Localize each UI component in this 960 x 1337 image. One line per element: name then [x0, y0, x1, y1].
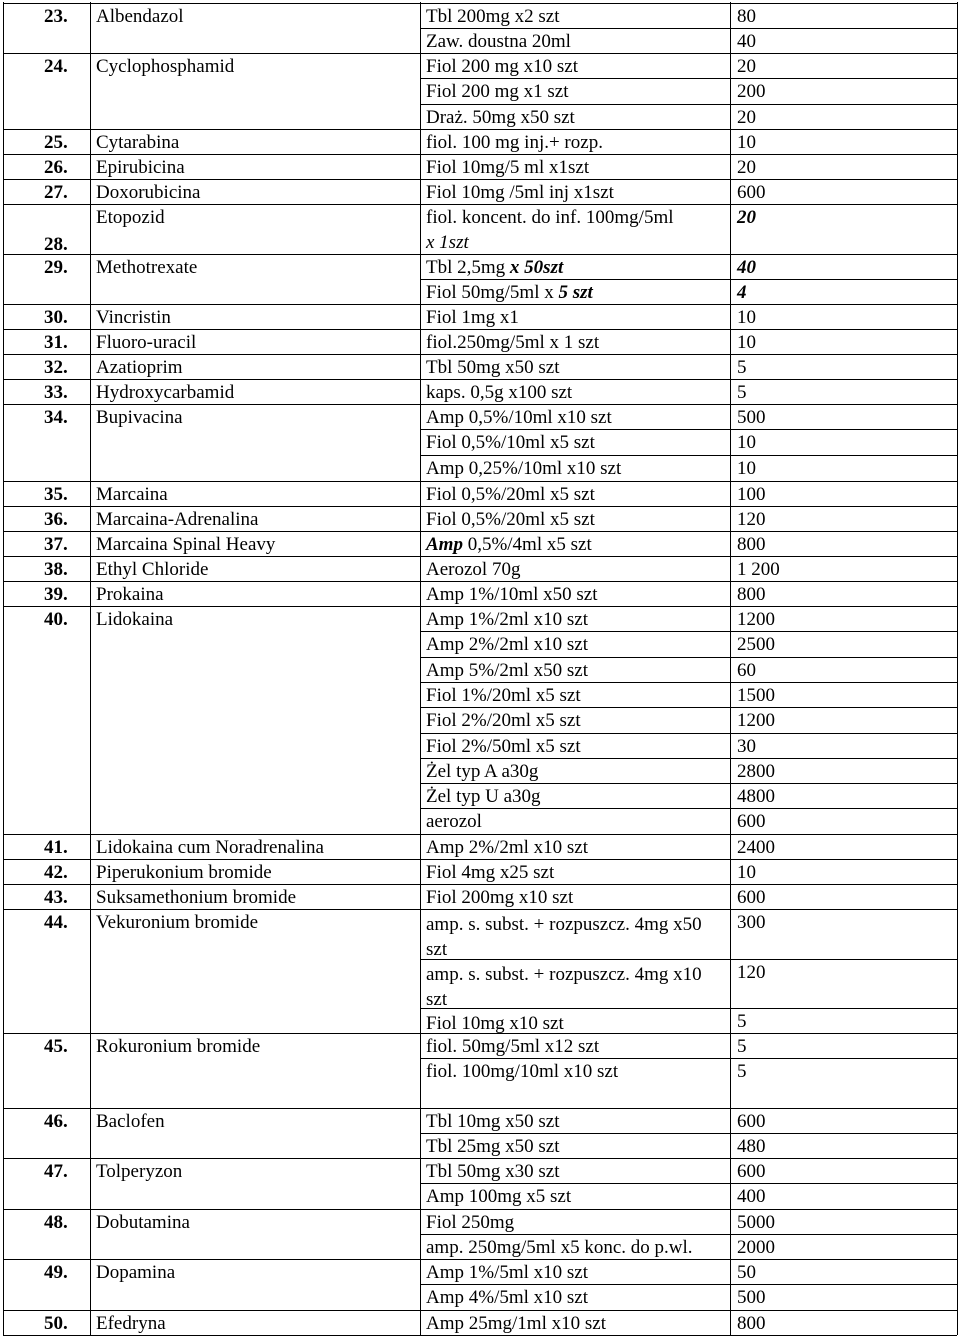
- item-form: Tbl 50mg x30 szt: [426, 1161, 560, 1182]
- table-rule: [3, 1259, 957, 1260]
- drug-name: Dobutamina: [96, 1212, 190, 1233]
- drug-name: Albendazol: [96, 6, 184, 27]
- item-form: Fiol 10mg x10 szt: [426, 1013, 564, 1034]
- item-quantity: 40: [737, 31, 756, 53]
- item-quantity: 800: [737, 534, 766, 555]
- row-number: 31.: [44, 332, 68, 353]
- item-quantity: 5: [737, 1011, 747, 1032]
- item-form-text: 0,5%/4ml x5 szt: [462, 534, 592, 555]
- item-form: Fiol 2%/50ml x5 szt: [426, 735, 581, 757]
- drug-name: Piperukonium bromide: [96, 862, 272, 883]
- row-number: 49.: [44, 1262, 68, 1283]
- item-form: Amp 5%/2ml x50 szt: [426, 659, 589, 681]
- row-number: 46.: [44, 1111, 68, 1132]
- table-rule: [3, 859, 957, 860]
- item-form: Amp 1%/5ml x10 szt: [426, 1262, 589, 1283]
- item-quantity: 2500: [737, 634, 775, 656]
- item-quantity: 4: [737, 282, 747, 304]
- item-quantity: 10: [737, 457, 756, 479]
- drug-name: Lidokaina: [96, 609, 174, 630]
- item-form-text: Fiol 50mg/5ml x: [426, 282, 559, 304]
- item-form: Fiol 0,5%/10ml x5 szt: [426, 432, 595, 454]
- table-rule: [3, 3, 957, 4]
- row-number: 39.: [44, 584, 68, 605]
- item-quantity: 1500: [737, 684, 775, 706]
- table-rule: [3, 606, 957, 607]
- item-quantity: 20: [737, 106, 756, 128]
- item-form: fiol. 100mg/10ml x10 szt: [426, 1061, 619, 1083]
- drug-name: Fluoro-uracil: [96, 332, 197, 353]
- row-number: 47.: [44, 1161, 68, 1182]
- row-number: 36.: [44, 509, 68, 530]
- table-rule: [420, 1183, 957, 1184]
- table-rule: [3, 531, 957, 532]
- item-form: Draż. 50mg x50 szt: [426, 106, 575, 128]
- item-form: Fiol 200mg x10 szt: [426, 887, 574, 908]
- item-form: amp. 250mg/5ml x5 konc. do p.wl.: [426, 1237, 693, 1259]
- table-rule: [3, 354, 957, 355]
- drug-name: Tolperyzon: [96, 1161, 183, 1182]
- drug-name: Vekuronium bromide: [96, 912, 259, 933]
- drug-name: Efedryna: [96, 1313, 166, 1334]
- item-quantity: 600: [737, 1161, 766, 1182]
- row-number: 45.: [44, 1036, 68, 1057]
- table-rule: [3, 329, 957, 330]
- table-rule: [3, 129, 957, 130]
- item-quantity: 200: [737, 81, 766, 103]
- table-rule: [3, 1108, 957, 1109]
- table-rule: [420, 758, 957, 759]
- item-form-emphasis: x 50szt: [509, 257, 564, 278]
- item-quantity: 5000: [737, 1212, 775, 1233]
- item-form-continuation: x 1szt: [426, 232, 469, 253]
- table-rule: [3, 1209, 957, 1210]
- table-rule: [3, 1310, 957, 1311]
- drug-name: Baclofen: [96, 1111, 165, 1132]
- item-form: aerozol: [426, 811, 482, 833]
- item-form: Fiol 10mg /5ml inj x1szt: [426, 182, 614, 203]
- item-quantity: 600: [737, 887, 766, 908]
- item-form: Amp 0,25%/10ml x10 szt: [426, 457, 622, 479]
- item-quantity: 10: [737, 862, 756, 883]
- row-number: 48.: [44, 1212, 68, 1233]
- table-rule: [3, 1335, 957, 1336]
- item-quantity: 100: [737, 484, 766, 505]
- row-number: 27.: [44, 182, 68, 203]
- item-form: Tbl 10mg x50 szt: [426, 1111, 560, 1132]
- item-form: fiol.250mg/5ml x 1 szt: [426, 332, 600, 353]
- item-form: Zaw. doustna 20ml: [426, 31, 571, 53]
- drug-name: Doxorubicina: [96, 182, 201, 203]
- table-rule: [420, 1284, 957, 1285]
- drug-name: Marcaina: [96, 484, 168, 505]
- row-number: 33.: [44, 382, 68, 403]
- row-number: 26.: [44, 157, 68, 178]
- item-quantity: 30: [737, 735, 756, 757]
- item-form-emphasis: 5 szt: [558, 282, 593, 304]
- drug-name: Cytarabina: [96, 132, 180, 153]
- item-form: fiol. 100 mg inj.+ rozp.: [426, 132, 603, 153]
- item-quantity: 500: [737, 407, 766, 428]
- drug-name: Etopozid: [96, 207, 165, 228]
- item-form: Żel typ U a30g: [426, 786, 541, 808]
- item-quantity: 400: [737, 1186, 766, 1208]
- item-form: Fiol 0,5%/20ml x5 szt: [426, 484, 595, 505]
- item-quantity: 40: [737, 257, 756, 278]
- drug-name: Ethyl Chloride: [96, 559, 209, 580]
- row-number: 30.: [44, 307, 68, 328]
- table-rule: [420, 1058, 957, 1059]
- table-rule: [420, 455, 957, 456]
- drug-name: Marcaina-Adrenalina: [96, 509, 259, 530]
- drug-name: Bupivacina: [96, 407, 183, 428]
- item-quantity: 80: [737, 6, 756, 27]
- item-form: Amp 4%/5ml x10 szt: [426, 1287, 589, 1309]
- table-rule: [3, 254, 957, 255]
- row-number: 40.: [44, 609, 68, 630]
- table-rule: [420, 733, 957, 734]
- table-rule: [420, 783, 957, 784]
- drug-name: Dopamina: [96, 1262, 176, 1283]
- table-rule: [420, 808, 957, 809]
- item-form: amp. s. subst. + rozpuszcz. 4mg x50 szt: [426, 914, 702, 960]
- item-form: amp. s. subst. + rozpuszcz. 4mg x10 szt: [426, 963, 702, 1010]
- table-rule: [420, 1234, 957, 1235]
- item-quantity: 600: [737, 1111, 766, 1132]
- item-quantity: 20: [737, 157, 756, 178]
- table-rule: [3, 404, 957, 405]
- table-rule: [420, 959, 957, 960]
- row-number: 29.: [44, 257, 68, 278]
- item-form: [426, 282, 593, 304]
- item-form: Żel typ A a30g: [426, 760, 539, 782]
- table-rule: [420, 682, 957, 683]
- row-number: 37.: [44, 534, 68, 555]
- row-number: 41.: [44, 837, 68, 858]
- table-rule: [90, 2, 91, 1335]
- table-rule: [3, 53, 957, 54]
- row-number: 28.: [44, 234, 68, 255]
- item-form: Tbl 50mg x50 szt: [426, 357, 560, 378]
- table-rule: [420, 429, 957, 430]
- item-quantity: 5: [737, 1061, 747, 1083]
- table-rule: [3, 884, 957, 885]
- item-form: kaps. 0,5g x100 szt: [426, 382, 573, 403]
- item-quantity: 300: [737, 912, 766, 933]
- row-number: 24.: [44, 56, 68, 77]
- item-form: Fiol 4mg x25 szt: [426, 862, 555, 883]
- item-form: Amp 25mg/1ml x10 szt: [426, 1313, 606, 1334]
- item-quantity: 600: [737, 811, 766, 833]
- item-form: Fiol 10mg/5 ml x1szt: [426, 157, 590, 178]
- item-quantity: 10: [737, 332, 756, 353]
- drug-name: Marcaina Spinal Heavy: [96, 534, 276, 555]
- item-quantity: 5: [737, 357, 747, 378]
- item-form: Amp 100mg x5 szt: [426, 1186, 572, 1208]
- item-form: Fiol 1mg x1: [426, 307, 519, 328]
- table-rule: [420, 1008, 957, 1009]
- drug-name: Vincristin: [96, 307, 171, 328]
- item-quantity: 10: [737, 432, 756, 454]
- item-quantity: 120: [737, 961, 766, 983]
- table-rule: [3, 1033, 957, 1034]
- item-form: fiol. 50mg/5ml x12 szt: [426, 1036, 600, 1057]
- item-form: Amp 2%/2ml x10 szt: [426, 634, 589, 656]
- item-form: Fiol 200 mg x10 szt: [426, 56, 579, 77]
- item-quantity: 2000: [737, 1237, 775, 1259]
- table-rule: [3, 1158, 957, 1159]
- item-quantity: 60: [737, 659, 756, 681]
- table-rule: [420, 707, 957, 708]
- table-rule: [3, 2, 4, 1335]
- item-quantity: 50: [737, 1262, 756, 1283]
- drug-name: Epirubicina: [96, 157, 185, 178]
- item-form-emphasis: Amp: [426, 534, 463, 555]
- item-form-text: Tbl 2,5mg: [426, 257, 510, 278]
- drug-name: Cyclophosphamid: [96, 56, 235, 77]
- item-quantity: 600: [737, 182, 766, 203]
- item-quantity: 5: [737, 1036, 747, 1057]
- table-rule: [3, 304, 957, 305]
- item-quantity: 480: [737, 1136, 766, 1158]
- table-rule: [420, 657, 957, 658]
- table-rule: [957, 2, 958, 1335]
- table-rule: [3, 379, 957, 380]
- table-rule: [3, 581, 957, 582]
- drug-name: Hydroxycarbamid: [96, 382, 235, 403]
- item-quantity: 2400: [737, 837, 775, 858]
- item-form: Amp 1%/2ml x10 szt: [426, 609, 589, 630]
- item-form: Tbl 200mg x2 szt: [426, 6, 560, 27]
- item-quantity: 120: [737, 509, 766, 530]
- item-quantity: 1200: [737, 609, 775, 630]
- item-quantity: 2800: [737, 760, 775, 782]
- item-form: Amp 0,5%/10ml x10 szt: [426, 407, 612, 428]
- table-rule: [420, 28, 957, 29]
- row-number: 35.: [44, 484, 68, 505]
- item-form: Fiol 200 mg x1 szt: [426, 81, 569, 103]
- item-form: Amp 2%/2ml x10 szt: [426, 837, 589, 858]
- drug-name: Lidokaina cum Noradrenalina: [96, 837, 324, 858]
- row-number: 44.: [44, 912, 68, 933]
- table-rule: [3, 179, 957, 180]
- row-number: 43.: [44, 887, 68, 908]
- table-rule: [3, 204, 957, 205]
- row-number: 32.: [44, 357, 68, 378]
- table-rule: [730, 2, 731, 1335]
- table-rule: [3, 909, 957, 910]
- item-quantity: 4800: [737, 786, 775, 808]
- table-rule: [420, 1133, 957, 1134]
- table-rule: [3, 154, 957, 155]
- table-rule: [3, 506, 957, 507]
- item-form: Amp 1%/10ml x50 szt: [426, 584, 598, 605]
- item-quantity: 1 200: [737, 559, 780, 580]
- row-number: 34.: [44, 407, 68, 428]
- item-quantity: 10: [737, 132, 756, 153]
- item-quantity: 1200: [737, 710, 775, 732]
- item-form: fiol. koncent. do inf. 100mg/5ml: [426, 207, 674, 228]
- item-form: Tbl 25mg x50 szt: [426, 1136, 560, 1158]
- drug-name: Suksamethonium bromide: [96, 887, 297, 908]
- table-rule: [3, 556, 957, 557]
- row-number: 25.: [44, 132, 68, 153]
- table-rule: [420, 279, 957, 280]
- row-number: 50.: [44, 1313, 68, 1334]
- drug-name: Methotrexate: [96, 257, 198, 278]
- item-form: Aerozol 70g: [426, 559, 521, 580]
- item-form: Fiol 2%/20ml x5 szt: [426, 710, 581, 732]
- drug-name: Azatioprim: [96, 357, 183, 378]
- row-number: 42.: [44, 862, 68, 883]
- table-rule: [420, 631, 957, 632]
- item-quantity: 800: [737, 584, 766, 605]
- item-form: Fiol 1%/20ml x5 szt: [426, 684, 581, 706]
- item-form: [426, 257, 563, 279]
- item-form: [426, 534, 592, 556]
- item-quantity: 20: [737, 207, 756, 228]
- item-quantity: 10: [737, 307, 756, 328]
- table-rule: [420, 2, 421, 1335]
- table-rule: [3, 834, 957, 835]
- item-quantity: 20: [737, 56, 756, 77]
- item-quantity: 500: [737, 1287, 766, 1309]
- row-number: 38.: [44, 559, 68, 580]
- item-quantity: 800: [737, 1313, 766, 1334]
- table-rule: [420, 104, 957, 105]
- drug-name: Prokaina: [96, 584, 164, 605]
- table-rule: [420, 78, 957, 79]
- item-form: Fiol 0,5%/20ml x5 szt: [426, 509, 595, 530]
- item-quantity: 5: [737, 382, 747, 403]
- table-rule: [3, 481, 957, 482]
- item-form: Fiol 250mg: [426, 1212, 515, 1233]
- drug-name: Rokuronium bromide: [96, 1036, 261, 1057]
- row-number: 23.: [44, 6, 68, 27]
